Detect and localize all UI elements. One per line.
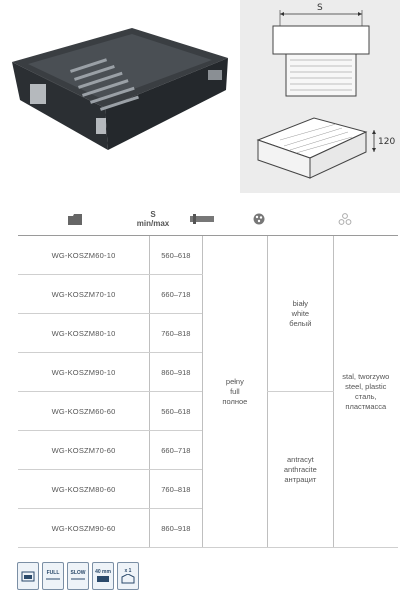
product-code: WG-KOSZM70-60 [18,431,150,470]
color-anthracite [268,392,333,548]
product-spec-table [18,235,398,548]
extension-line: pełny [225,376,244,386]
size-range: 660–718 [150,275,203,314]
color-line: biały [292,298,309,308]
feature-badges [17,562,139,590]
qty-label: x 1 [124,568,132,574]
color-line: антрацит [284,474,317,484]
extension-line: полное [222,396,248,406]
slow-label: SLOW [70,570,86,576]
color-palette-icon [246,205,272,233]
product-photo [0,0,232,200]
slow-close-badge [67,562,89,590]
mounting-depth-badge [92,562,114,590]
product-code: WG-KOSZM90-10 [18,353,150,392]
folder-icon [62,205,88,233]
color-line: белый [289,318,312,328]
size-header [131,205,175,233]
table-row [18,236,398,275]
color-line: anthracite [283,464,317,474]
product-code: WG-KOSZM60-10 [18,236,150,275]
color-line: white [291,308,310,318]
technical-drawing [240,0,400,193]
slide-rail-icon [187,205,217,233]
color-white [268,236,333,392]
color-line: antracyt [287,454,314,464]
full-extension-badge [42,562,64,590]
dimension-s-label: S [317,3,323,13]
full-label: FULL [46,570,60,576]
material [333,236,398,548]
product-code: WG-KOSZM90-60 [18,509,150,548]
material-molecule-icon [332,205,358,233]
size-range: 760–818 [150,314,203,353]
size-range: 560–618 [150,392,203,431]
material-line: stal, tworzywo [342,371,390,381]
size-range: 660–718 [150,431,203,470]
size-range: 860–918 [150,509,203,548]
material-line: сталь, пластмасса [345,391,387,411]
size-range: 760–818 [150,470,203,509]
material-line: steel, plastic [345,381,387,391]
size-header-top: S [150,210,156,219]
size-header-bottom: min/max [136,219,170,228]
extension-type [202,236,267,548]
load-label: 40 mm [95,569,111,575]
product-code: WG-KOSZM60-60 [18,392,150,431]
soft-close-badge [17,562,39,590]
product-code: WG-KOSZM80-10 [18,314,150,353]
dimension-height-label: 120 [378,137,396,147]
product-code: WG-KOSZM70-10 [18,275,150,314]
package-quantity-badge [117,562,139,590]
size-range: 560–618 [150,236,203,275]
product-code: WG-KOSZM80-60 [18,470,150,509]
extension-line: full [230,386,240,396]
size-range: 860–918 [150,353,203,392]
